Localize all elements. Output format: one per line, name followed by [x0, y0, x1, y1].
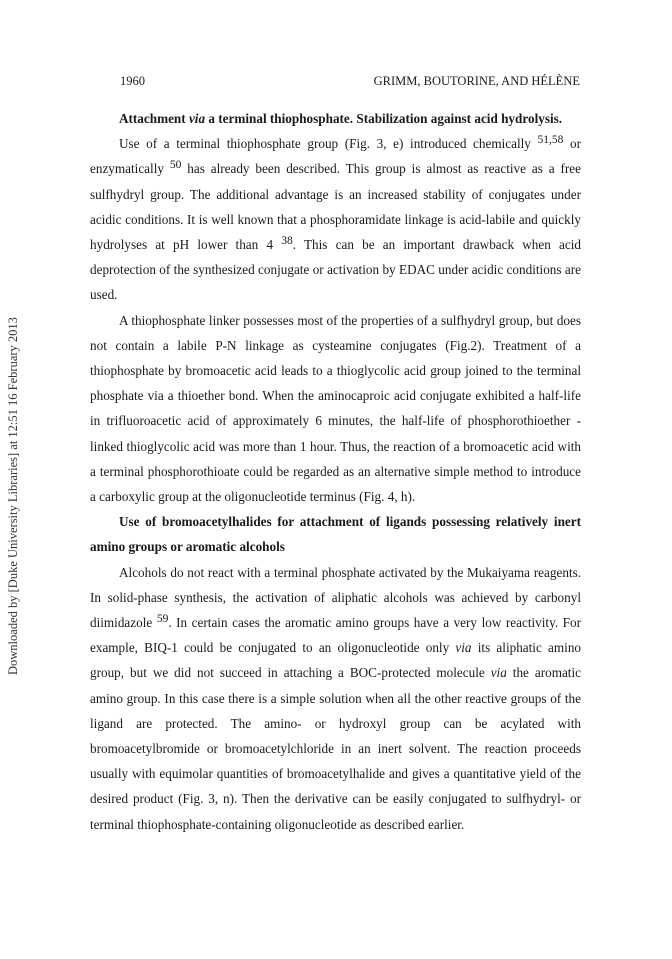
running-header	[120, 74, 580, 90]
running-title: GRIMM, BOUTORINE, AND HÉLÈNE	[373, 74, 580, 88]
paragraph-text: has already been described. This group is almost as reactive as a free sulfhydryl group. The additional advantage is an increased stability of conjugates under acidic conditions. It is well known that a phosphoramidate linkage is acid-labile and quickly hydrolyses at pH lower than 4	[90, 161, 581, 253]
paragraph-text: the aromatic amino group. In this case there is a simple solution when all the other reactive groups of the ligand are protected. The amino- or hydroxyl group can be acylated with bromoacetylbromide or bromoacetylchloride in an inert solvent. The reaction proceeds usually with equimolar quantities of bromoacetylhalide and gives a quantitative yield of the desired product (Fig. 3, n). Then the derivative can be easily conjugated to sulfhydryl- or terminal thiophosphate-containing oligonucleotide as described earlier.	[90, 665, 581, 832]
paragraph-text: Alcohols do not react with a terminal phosphate activated by the Mukaiyama reagents. In solid-phase synthesis, the activation of aliphatic alcohols was achieved by carbonyl diimidazole	[90, 564, 581, 631]
paragraph	[90, 131, 581, 307]
italic-via: via	[455, 640, 472, 656]
section-heading-thiophosphate	[90, 106, 581, 131]
paragraph	[90, 560, 581, 837]
citation: 59	[156, 613, 169, 626]
paragraph-text: or enzymatically	[90, 136, 581, 177]
citation: 50	[169, 159, 182, 172]
article-body	[90, 106, 581, 837]
paragraph: A thiophosphate linker possesses most of the properties of a sulfhydryl group, but does not contain a labile P-N linkage as cysteamine conjugates (Fig.2). Treatment of a thiophosphate by bromoacetic acid leads to a thioglycolic acid group joined to the terminal phosphate via a thioether bond. When the aminocaproic acid conjugate exhibited a half-life in trifluoroacetic acid of approximately 6 minutes, the half-life of phosphorothioether -linked thioglycolic acid was more than 1 hour. Thus, the reaction of a bromoacetic acid with a terminal phosphorothioate could be regarded as an alternative simple method to introduce a carboxylic group at the oligonucleotide terminus (Fig. 4, h).	[90, 312, 581, 505]
download-sidebar	[0, 0, 24, 959]
paragraph-text: Use of a terminal thiophosphate group (Fig. 3, e) introduced chemically	[119, 136, 538, 152]
paragraph-text: its aliphatic amino group, but we did not succeed in attaching a BOC-protected molecule	[90, 640, 582, 681]
heading-text: a terminal thiophosphate. Stabilization against acid hydrolysis.	[205, 111, 563, 126]
download-note: Downloaded by [Duke University Libraries] at 12:51 16 February 2013	[6, 317, 20, 675]
heading-text: Attachment	[119, 111, 189, 126]
italic-via: via	[490, 665, 507, 681]
paragraph-text: . This can be an important drawback when acid deprotection of the synthesized conjugate or activation by EDAC under acidic conditions are used.	[90, 237, 581, 303]
paragraph-text: . In certain cases the aromatic amino groups have a very low reactivity. For example, BIQ-1 could be conjugated to an oligonucleotide only	[90, 615, 581, 656]
citation: 38	[281, 235, 293, 248]
citation: 51,58	[537, 134, 564, 147]
section-heading-bromoacetylhalides: Use of bromoacetylhalides for attachment of ligands possessing relatively inert amino groups or aromatic alcohols	[90, 514, 581, 555]
page-number: 1960	[120, 74, 145, 88]
heading-italic-via: via	[188, 111, 206, 126]
